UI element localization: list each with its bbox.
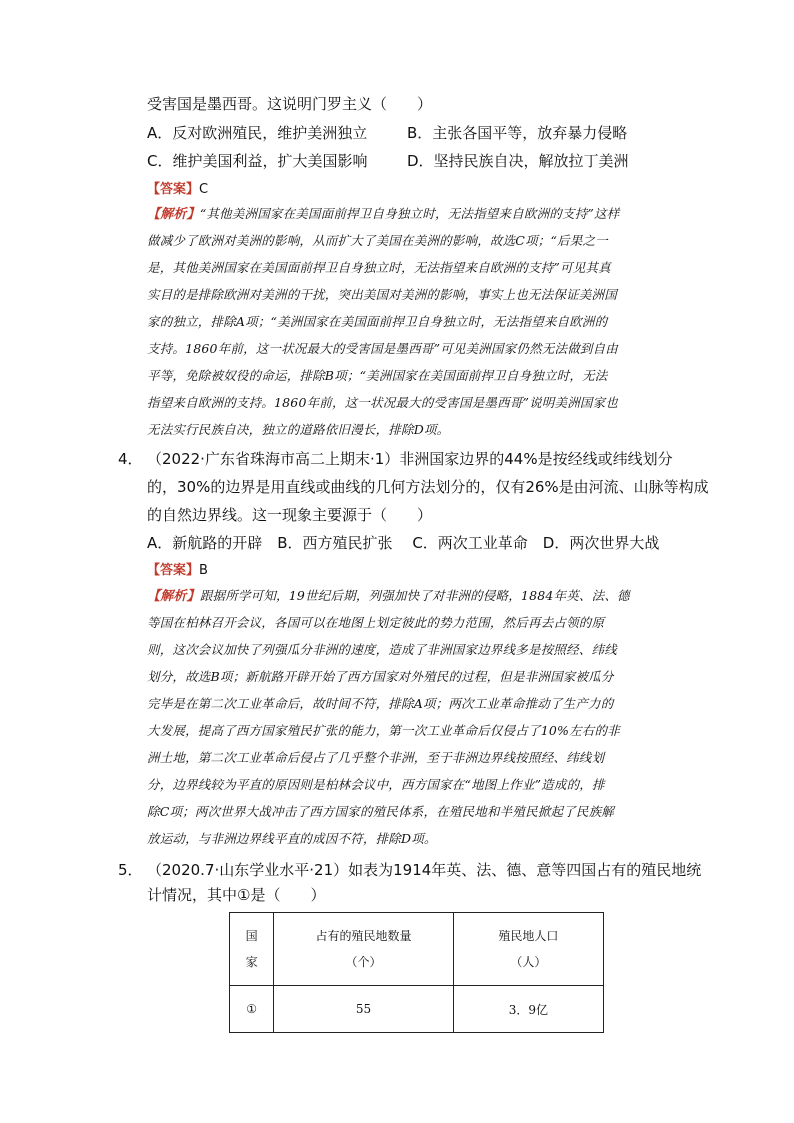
q4-stem-line: 的自然边界线。这一现象主要源于（ ） [147,506,433,524]
q4-stem-line: 的，30%的边界是用直线或曲线的几何方法划分的，仅有26%是由河流、山脉等构成 [147,478,709,496]
q4-options: A．新航路的开辟 B．西方殖民扩张 C．两次工业革命 D．两次世界大战 [147,534,660,552]
table-cell: 3．9亿 [453,986,603,1033]
analysis-label: 【解析】 [147,207,200,222]
q3-option-c: C．维护美国利益，扩大美国影响 [147,152,368,170]
q4-analysis-line: 则，这次会议加快了列强瓜分非洲的速度，造成了非洲国家边界线多是按照经、纬线 [147,642,617,657]
answer-value: B [199,563,208,578]
answer-value: C [199,182,209,197]
q5-stem-line: 计情况，其中①是（ ） [147,886,326,904]
q4-analysis-line: 等国在柏林召开会议，各国可以在地图上划定彼此的势力范围，然后再去占领的原 [147,615,605,630]
q4-answer-row [147,559,208,581]
q3-analysis-line: 【解析】“其他美洲国家在美国面前捍卫自身独立时，无法指望来自欧洲的支持”这样 [147,206,620,222]
q4-analysis-line: 【解析】跟据所学可知，19世纪后期，列强加快了对非洲的侵略，1884年英、法、德 [147,588,630,604]
q4-analysis-line: 完毕是在第二次工业革命后，故时间不符，排除A项；两次工业革命推动了生产力的 [147,696,614,711]
q3-analysis-line: 指望来自欧洲的支持。1860年前，这一状况最大的受害国是墨西哥”说明美洲国家也 [147,395,619,410]
q3-analysis-line: 支持。1860年前，这一状况最大的受害国是墨西哥”可见美洲国家仍然无法做到自由 [147,341,619,356]
table-header-row [230,913,604,986]
q3-analysis-line: 是，其他美洲国家在美国面前捍卫自身独立时，无法指望来自欧洲的支持”可见其真 [147,260,611,275]
q4-stem-line: （2022·广东省珠海市高二上期末·1）非洲国家边界的44%是按经线或纬线划分 [147,450,673,468]
q4-analysis-line: 分，边界线较为平直的原因则是柏林会议中，西方国家在“地图上作业”造成的，排 [147,777,605,792]
colony-stats-table [229,912,604,1033]
q4-number: 4． [118,450,143,468]
answer-label: 【答案】 [147,182,200,197]
q3-analysis-line: 无法实行民族自决，独立的道路依旧漫长，排除D项。 [147,422,450,437]
q5-number: 5． [118,861,143,879]
q4-analysis-line: 划分，故选B项；新航路开辟开始了西方国家对外殖民的过程，但是非洲国家被瓜分 [147,669,614,684]
q4-analysis-line: 放运动，与非洲边界线平直的成因不符，排除D项。 [147,831,437,846]
q3-analysis-line: 实目的是排除欧洲对美洲的干扰，突出美国对美洲的影响，事实上也无法保证美洲国 [147,287,617,302]
q3-answer-row [147,178,208,200]
answer-label: 【答案】 [147,563,200,578]
table-cell: ① [230,986,274,1033]
table-header-cell: 殖民地人口 （人） [453,913,603,986]
q3-analysis-line: 家的独立，排除A项；“美洲国家在美国面前捍卫自身独立时，无法指望来自欧洲的 [147,314,608,329]
analysis-label: 【解析】 [147,589,200,604]
table-row [230,986,604,1033]
table-header-cell: 国 家 [230,913,274,986]
q3-option-b: B．主张各国平等，放弃暴力侵略 [407,124,628,142]
q5-stem-line: （2020.7·山东学业水平·21）如表为1914年英、法、德、意等四国占有的殖民地统 [147,861,702,879]
q3-stem-tail: 受害国是墨西哥。这说明门罗主义（ ） [147,95,433,113]
q3-analysis-line: 平等，免除被奴役的命运，排除B项；“美洲国家在美国面前捍卫自身独立时，无法 [147,368,608,383]
q3-option-d: D．坚持民族自决，解放拉丁美洲 [407,152,629,170]
q4-analysis-line: 大发展，提高了西方国家殖民扩张的能力，第一次工业革命后仅侵占了10%左右的非 [147,723,620,738]
table-header-cell: 占有的殖民地数量 （个） [274,913,453,986]
q4-analysis-line: 除C项；两次世界大战冲击了西方国家的殖民体系，在殖民地和半殖民掀起了民族解 [147,804,614,819]
q4-analysis-line: 洲土地，第二次工业革命后侵占了几乎整个非洲，至于非洲边界线按照经、纬线划 [147,750,605,765]
q3-option-a: A．反对欧洲殖民，维护美洲独立 [147,124,368,142]
q3-analysis-line: 做减少了欧洲对美洲的影响，从而扩大了美国在美洲的影响，故选C项；“后果之一 [147,233,608,248]
table-cell: 55 [274,986,453,1033]
